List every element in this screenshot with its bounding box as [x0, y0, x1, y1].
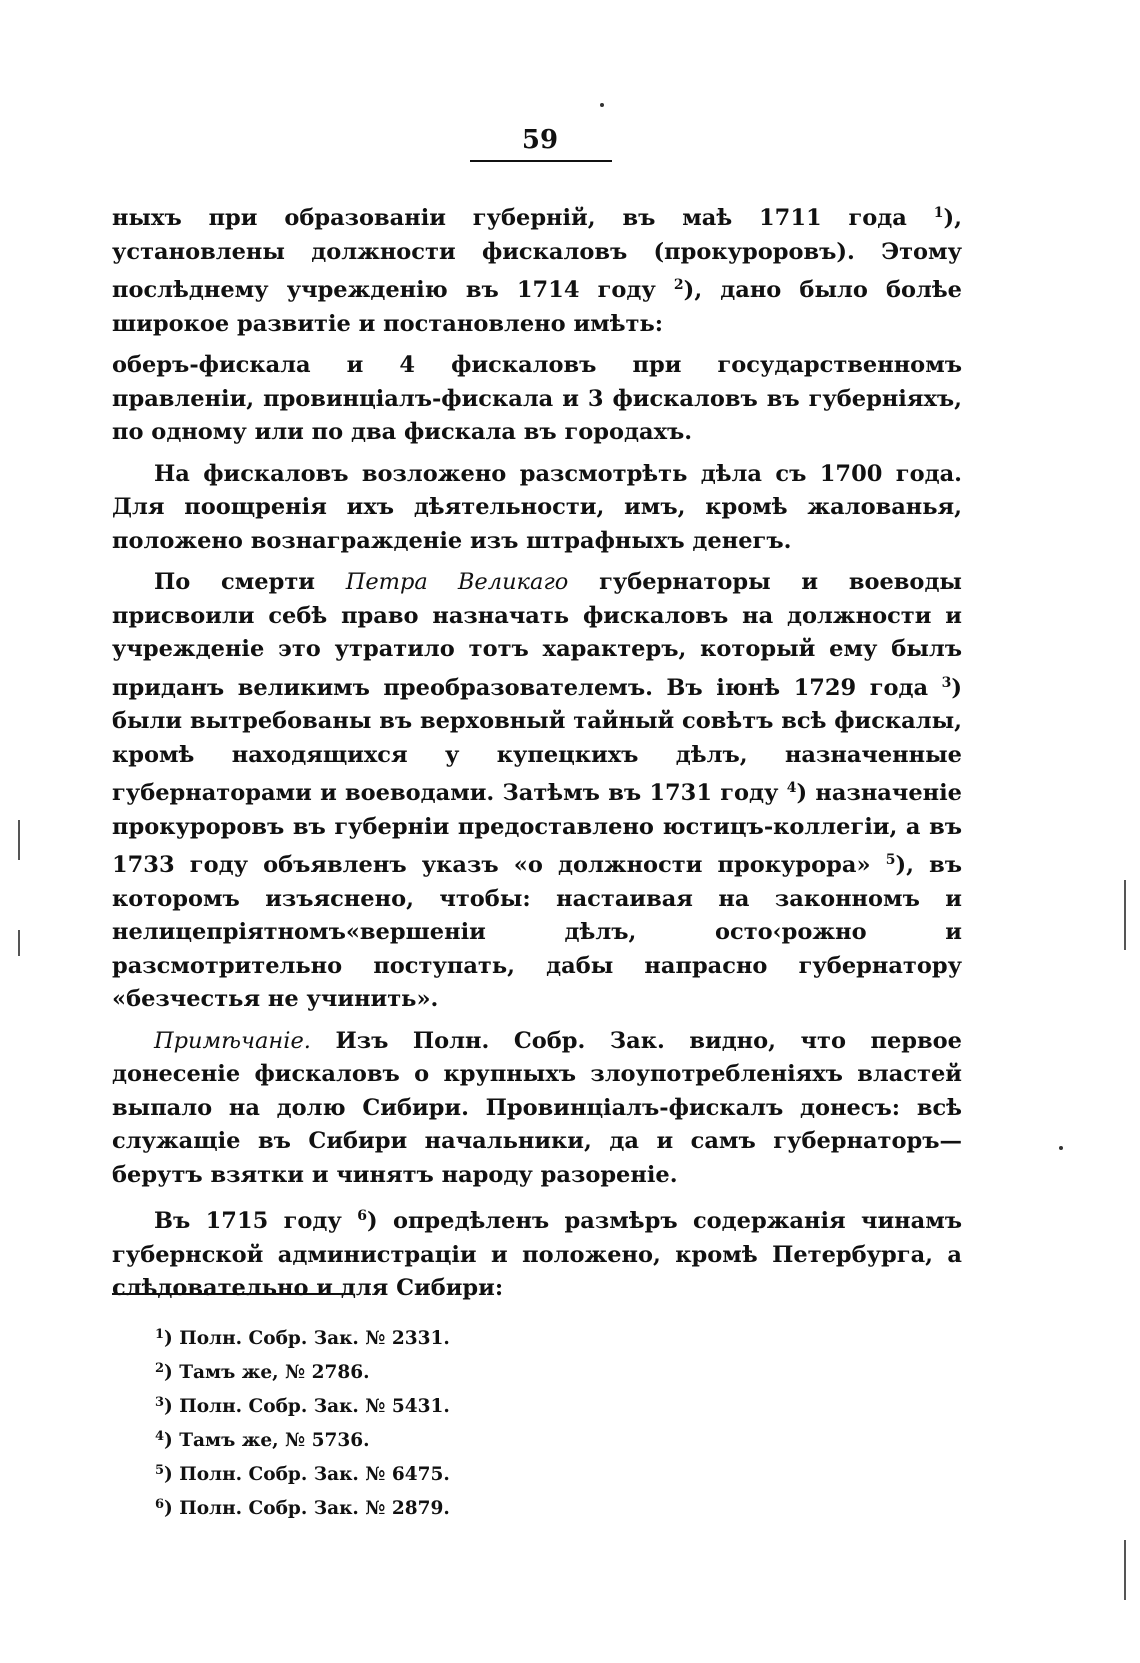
- footnote-marker: 3: [155, 1395, 165, 1410]
- footnote: [155, 1388, 450, 1422]
- text-run: ныхъ при образованіи губерній, въ маѣ 1711 года: [112, 205, 934, 231]
- paragraph-3: На фискаловъ возложено разсмотрѣть дѣла съ 1700 года. Для поощренія ихъ дѣятельности, имъ, кромѣ жалованья, положено вознагражденіе изъ штрафныхъ денегъ.: [112, 460, 962, 554]
- footnote-text: ) Тамъ же, № 2786.: [164, 1362, 370, 1383]
- footnote-separator: [112, 1293, 352, 1295]
- footnote: [155, 1456, 450, 1490]
- text-run: ) опредѣленъ размѣръ содержанія чинамъ губернской администраціи и положено, кромѣ Петербурга, а слѣдовательно и для Сибири:: [112, 1208, 963, 1301]
- footnote: [155, 1490, 450, 1524]
- text-run: ), дано было болѣе широкое развитіе и постановлено имѣть:: [112, 277, 962, 337]
- footnotes: [155, 1320, 450, 1524]
- footnote-marker: 5: [155, 1463, 165, 1478]
- footnote-ref[interactable]: 5: [885, 852, 896, 868]
- footnote-text: ) Полн. Собр. Зак. № 2879.: [164, 1498, 450, 1519]
- scan-mark-right: [1124, 1540, 1126, 1600]
- footnote-text: ) Тамъ же, № 5736.: [164, 1430, 370, 1451]
- paragraph-6: [112, 1200, 962, 1306]
- scan-mark-right: [1124, 880, 1126, 950]
- paragraph-4: [112, 566, 962, 1017]
- body-text: [112, 197, 962, 1314]
- paragraph-note: [112, 1025, 962, 1193]
- footnote-marker: 4: [155, 1429, 165, 1444]
- scan-mark-left: [18, 930, 20, 956]
- text-run: ), установлены должности фискаловъ (прокуроровъ). Этому послѣднему учрежденію въ 1714 году: [112, 205, 962, 303]
- footnote-marker: 2: [155, 1361, 165, 1376]
- page-number: 59: [521, 125, 559, 155]
- paragraph-2: оберъ-фискала и 4 фискаловъ при государственномъ правленіи, провинціалъ-фискала и 3 фискаловъ въ губерніяхъ, по одному или по два фискала въ городахъ.: [112, 352, 962, 445]
- scan-mark-left: [18, 820, 20, 860]
- footnote-marker: 1: [155, 1327, 165, 1342]
- text-run: ) назначеніе прокуроровъ въ губерніи предоставлено юстицъ-коллегіи, а въ 1733 году объявленъ указъ «о должности прокурора»: [112, 780, 962, 878]
- footnote-ref[interactable]: 1: [933, 205, 944, 221]
- text-run: Изъ Полн. Собр. Зак. видно, что первое донесеніе фискаловъ о крупныхъ злоупотребленіяхъ властей выпало на долю Сибири. Провинціалъ-фискалъ донесъ: всѣ служащіе въ Сибири начальники, да и самъ губернаторъ—берутъ взятки и чинятъ народу разореніе.: [112, 1027, 962, 1188]
- note-label: Примѣчаніе.: [154, 1027, 311, 1054]
- text-run: ), въ которомъ изъяснено, чтобы: настаивая на законномъ и нелицепріятномъ«вершеніи дѣлъ, осто‹рожно и разсмотрительно поступать, дабы напрасно губернатору «безчестья не учинить».: [112, 852, 962, 1012]
- scan-dot: [1059, 1146, 1063, 1150]
- paragraph-1: [112, 197, 962, 341]
- footnote-ref[interactable]: 3: [941, 674, 952, 691]
- footnote-marker: 6: [155, 1497, 165, 1512]
- footnote: [155, 1320, 450, 1354]
- scan-dot: [600, 103, 604, 107]
- footnote-ref[interactable]: 6: [357, 1208, 367, 1224]
- footnote-ref[interactable]: 4: [786, 780, 797, 796]
- text-run: ) были вытребованы въ верховный тайный совѣтъ всѣ фискалы, кромѣ находящихся у купецкихъ дѣлъ, назначенные губернаторами и воеводами. Затѣмъ въ 1731 году: [112, 674, 962, 806]
- footnote: [155, 1354, 450, 1388]
- page-number-rule: [470, 160, 612, 162]
- text-run: губернаторы и воеводы присвоили себѣ право назначать фискаловъ на должности и учрежденіе это утратило тотъ характеръ, который ему былъ приданъ великимъ преобразователемъ. Въ іюнѣ 1729 года: [112, 569, 962, 701]
- footnote-ref[interactable]: 2: [673, 277, 684, 293]
- footnote-text: ) Полн. Собр. Зак. № 6475.: [164, 1464, 450, 1485]
- text-run: Въ 1715 году: [154, 1208, 358, 1234]
- footnote-text: ) Полн. Собр. Зак. № 5431.: [164, 1396, 450, 1417]
- text-run: По смерти: [154, 569, 346, 595]
- person-name: Петра Великаго: [345, 569, 569, 595]
- footnote-text: ) Полн. Собр. Зак. № 2331.: [164, 1328, 450, 1349]
- footnote: [155, 1422, 450, 1456]
